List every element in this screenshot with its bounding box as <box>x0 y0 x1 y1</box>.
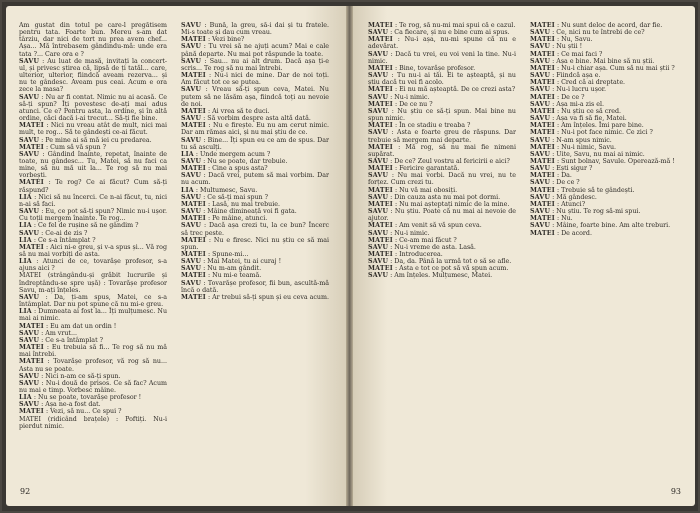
text-paragraph: SAVU : Ca fiecare, și nu e bine cum ai spus. <box>368 29 510 37</box>
text-paragraph: SAVU : Nu-i nimic. <box>368 229 430 237</box>
text-paragraph: SAVU : Asta e foarte greu de răspuns. Dar trebuie să mergem mai departe. <box>368 129 516 144</box>
text-paragraph: LIA : Ce fel de rușine să ne gândim ? <box>19 222 139 230</box>
speaker-name: MATEI <box>530 186 555 194</box>
text-paragraph: LIA : Dumneata ai fost la... Îți mulțumesc. Nu mai ai nimic. <box>19 308 167 323</box>
text-paragraph: MATEI : Tovarășe profesor, vă rog să nu... Asta nu se poate. <box>19 358 167 373</box>
text-paragraph: SAVU : N-am spus nimic. <box>530 136 612 144</box>
text-paragraph: MATEI : Eu am dat un ordin ! <box>19 322 117 330</box>
speaker-name: MATEI <box>368 122 393 130</box>
speaker-name: MATEI <box>368 165 393 173</box>
speaker-name: SAVU <box>530 43 551 51</box>
text-paragraph: SAVU : Da, ți-am spus, Matei, ce s-a întâmplat. Dar nu pot spune că nu mi-e greu. <box>19 293 167 309</box>
text-paragraph: MATEI : Ei nu mă așteaptă. De ce crezi asta? <box>368 86 516 94</box>
speaker-name: SAVU <box>181 222 202 230</box>
text-paragraph: MATEI : Ai vrea să te duci. <box>181 107 270 115</box>
speaker-name: SAVU <box>181 22 202 29</box>
open-book <box>2 2 698 511</box>
text-paragraph: SAVU : Nu m-am gândit. <box>181 265 262 273</box>
speaker-name: SAVU <box>181 157 202 165</box>
text-paragraph: SAVU : Tu vrei să ne ajuți acum? Mai e cale până departe. Nu mai pot răspunde la toate. <box>181 43 329 58</box>
speaker-name: MATEI <box>368 22 393 29</box>
text-paragraph: MATEI : Ce mai faci ? <box>530 50 603 58</box>
speaker-name: SAVU <box>368 29 389 37</box>
text-paragraph: MATEI : Nu-i nici de mine. Dar de noi toți. Am făcut tot ce se putea. <box>181 72 329 87</box>
text-paragraph: MATEI : Atunci? <box>530 200 586 208</box>
text-paragraph: SAVU : De ce? Zeul vostru al fericirii e aici? <box>368 157 510 165</box>
speaker-name: SAVU <box>19 150 40 158</box>
text-paragraph: SAVU : Dacă așa crezi tu, la ce bun? Încerc să trec peste. <box>181 222 329 237</box>
left-page <box>6 6 346 506</box>
text-paragraph: MATEI : Am venit să vă spun ceva. <box>368 222 482 230</box>
speaker-name: SAVU <box>530 208 551 216</box>
text-paragraph: SAVU : Nu știi ! <box>530 43 583 51</box>
text-paragraph: MATEI : Introducerea. <box>368 251 443 258</box>
text-paragraph: SAVU : Ești sigur ? <box>530 165 593 173</box>
text-paragraph: MATEI : Nu e firesc. Nici nu știu ce să mai spun. <box>181 236 329 251</box>
text-paragraph: SAVU : Din cauza asta nu mai pot dormi. <box>368 193 501 201</box>
speaker-name: SAVU <box>368 193 389 201</box>
speaker-name: SAVU <box>181 86 202 94</box>
text-paragraph: MATEI : Aici ni-e greu, și v-a spus și... Vă rog să nu mai vorbiți de asta. <box>19 243 167 258</box>
text-paragraph: MATEI : Cine a spus asta? <box>181 165 268 173</box>
speaker-name: SAVU <box>19 57 40 65</box>
speaker-name: SAVU <box>368 243 389 251</box>
speaker-name: LIA <box>19 258 32 266</box>
speaker-name: MATEI <box>368 100 393 108</box>
speaker-name: SAVU <box>19 372 40 380</box>
text-paragraph: SAVU : Am vrut... <box>19 329 77 337</box>
right-page <box>353 6 695 506</box>
text-paragraph: SAVU : Mâine dimineață voi fi gata. <box>181 208 297 216</box>
speaker-name: SAVU <box>19 379 40 387</box>
right-column-2 <box>530 22 678 470</box>
text-paragraph: MATEI : În ce stadiu e treaba ? <box>368 122 471 130</box>
text-paragraph: SAVU : Nu mai vorbi. Dacă nu vrei, nu te forțez. Cum crezi tu. <box>368 172 516 187</box>
text-paragraph: MATEI (strângându-și grăbit lucrurile și îndreptându-se spre ușă) : Tovarășe profesor Savu, m-ați înțeles. <box>19 272 167 294</box>
speaker-name: MATEI <box>181 236 206 244</box>
speaker-name: SAVU <box>368 157 389 165</box>
right-column-1 <box>368 22 516 470</box>
speaker-name: LIA <box>19 308 32 316</box>
speaker-name: SAVU <box>530 193 551 201</box>
speaker-name: MATEI <box>181 165 206 173</box>
speaker-name: SAVU <box>181 208 202 216</box>
speaker-name: LIA <box>181 150 194 158</box>
speaker-name: LIA <box>19 193 32 201</box>
text-paragraph: SAVU : Au luat de masă, invitați la concert-ul, și privesc știrea că, lipsă de ți tatăl... care, ulterior, ulterior, fiindcă aveam rezerva... și nu te gândesc. Aveam pus ceai. Acum e ora zece la masa? <box>19 57 167 94</box>
speaker-name: LIA <box>19 222 32 230</box>
speaker-name: MATEI <box>181 122 206 130</box>
speaker-name: MATEI <box>181 251 206 258</box>
speaker-name: LIA <box>19 236 32 244</box>
left-column-1 <box>19 22 167 470</box>
speaker-name: SAVU <box>368 107 389 115</box>
speaker-name: MATEI <box>19 143 44 151</box>
speaker-name: SAVU <box>368 229 389 237</box>
text-paragraph: SAVU : Nu știu ce să-ți spun. Mai bine nu spun nimic. <box>368 107 516 123</box>
speaker-name: MATEI <box>19 322 44 330</box>
speaker-name: MATEI <box>530 22 555 29</box>
text-paragraph: MATEI : Cred că ai dreptate. <box>530 79 626 87</box>
text-paragraph: MATEI : Nu-i nimic, Savu. <box>530 143 617 151</box>
speaker-name: SAVU <box>530 179 551 187</box>
text-paragraph: LIA : Nici să nu încerci. Ce n-ai făcut, tu, nici n-ai să faci. <box>19 193 167 208</box>
speaker-name: SAVU <box>19 329 40 337</box>
speaker-name: SAVU <box>530 100 551 108</box>
speaker-name: SAVU <box>368 93 389 101</box>
speaker-name: MATEI <box>19 408 44 416</box>
speaker-name: SAVU <box>368 258 389 266</box>
speaker-name: MATEI <box>181 72 206 80</box>
text-paragraph: MATEI : Nici nu vreau atât de mult, nici mai mult, te rog... Să te gândești ce-ai făcut. <box>19 122 167 137</box>
text-paragraph: SAVU : Eu, ce pot să-ți spun? Nimic nu-i ușor. Cu toții mergem înainte. Te rog... <box>19 208 167 223</box>
text-paragraph: MATEI : Te rog? Ce ai făcut? Cum să-ți răspund? <box>19 179 167 194</box>
speaker-name: MATEI <box>530 36 555 44</box>
speaker-name: SAVU <box>181 279 202 287</box>
speaker-name: SAVU <box>181 172 202 180</box>
text-paragraph: SAVU : Nu se poate, dar trebuie. <box>181 157 288 165</box>
speaker-name: SAVU <box>368 208 389 216</box>
speaker-name: SAVU <box>368 50 389 58</box>
text-paragraph: MATEI : Ar trebui să-ți spun și eu ceva acum. <box>181 293 329 301</box>
speaker-name: SAVU <box>530 165 551 173</box>
speaker-name: MATEI <box>368 36 393 44</box>
speaker-name: MATEI <box>368 64 393 72</box>
text-paragraph: MATEI : Nu. <box>530 215 573 223</box>
text-paragraph: MATEI : Eu trebuia să fi... Te rog să nu mă mai întrebi. <box>19 344 167 359</box>
speaker-name: MATEI <box>368 236 393 244</box>
speaker-name: SAVU <box>368 272 389 280</box>
text-paragraph: SAVU : Mă gândesc. <box>530 193 597 201</box>
text-paragraph: LIA : Nu se poate, tovarășe profesor ! <box>19 394 142 402</box>
speaker-name: SAVU <box>530 86 551 94</box>
text-paragraph: LIA : Multumesc, Savu. <box>181 186 258 194</box>
text-paragraph: MATEI : Nu vă mai obosiți. <box>368 186 458 194</box>
text-paragraph: SAVU : Nu-i lucru ușor. <box>530 86 607 94</box>
speaker-name: SAVU <box>368 72 389 80</box>
left-column-2 <box>181 22 329 470</box>
text-paragraph: MATEI : Spune-mi... <box>181 251 249 258</box>
speaker-name: SAVU <box>19 336 40 344</box>
text-paragraph: SAVU : Nici n-am ce să-ți spun. <box>19 372 121 380</box>
text-paragraph: SAVU : De ce ? <box>530 179 580 187</box>
text-paragraph: SAVU : Așa mi-a zis el. <box>530 100 604 108</box>
speaker-name: SAVU <box>530 29 551 37</box>
text-paragraph: MATEI : Sunt bolnav, Savule. Operează-mă ! <box>530 157 675 165</box>
text-paragraph: SAVU : Mâine, foarte bine. Am alte treburi. <box>530 222 671 230</box>
text-paragraph: SAVU : Nu-i nimic. <box>368 93 430 101</box>
text-paragraph: SAVU : Pe mine ai să mă iei cu predarea. <box>19 136 152 144</box>
speaker-name: MATEI <box>181 107 206 115</box>
speaker-name: SAVU <box>368 172 389 180</box>
page-number-left: 92 <box>20 487 31 496</box>
text-paragraph: SAVU : Ce, nici nu te întrebi de ce? <box>530 29 645 37</box>
speaker-name: MATEI <box>530 50 555 58</box>
text-paragraph: MATEI : Nu mai așteptați nimic de la mine. <box>368 200 510 208</box>
text-paragraph: SAVU : Nu știu. Poate că nu mai ai nevoie de ajutor. <box>368 208 516 223</box>
text-paragraph: SAVU : Am înțeles. Mulțumesc, Matei. <box>368 272 493 280</box>
speaker-name: SAVU <box>181 193 202 201</box>
speaker-name: SAVU <box>181 57 202 65</box>
speaker-name: SAVU <box>19 229 40 237</box>
speaker-name: LIA <box>19 394 32 402</box>
text-paragraph: SAVU : Nu ar fi contat. Nimic nu ai acasă. Ce să-ți spun? Îți povestesc de-ați mai adus atunci. Ce e? Pentru asta, la ordine, și în altă ordine, căci dacă i-ai trecut... Să-ți fie bine. <box>19 93 167 123</box>
text-paragraph: SAVU : Vreau să-ți spun ceva, Matei. Nu putem să ne lăsăm așa, fiindcă toți au nevoie de noi. <box>181 86 329 108</box>
text-paragraph: MATEI : Asta e tot ce pot să vă spun acum. <box>368 265 509 273</box>
text-paragraph: MATEI : Vezi, să nu... Ce spui ? <box>19 408 122 416</box>
speaker-name: MATEI <box>19 243 44 251</box>
text-paragraph: MATEI : Nu-i chiar așa. Cum să nu mai știi ? <box>530 64 675 72</box>
text-paragraph: MATEI : Nu-i pot face nimic. Ce zici ? <box>530 129 653 137</box>
text-paragraph: MATEI : Lasă, nu mai trebuie. <box>181 200 280 208</box>
text-paragraph: MATEI : Nu-i așa, nu-mi spune că nu e adevărat. <box>368 36 516 51</box>
text-paragraph: SAVU : Bună, la greu, să-i dai și tu fratele. Mi-s toate și dau cum vreau. <box>181 22 329 37</box>
speaker-name: SAVU <box>181 258 202 266</box>
text-paragraph: MATEI : De ce nu ? <box>368 100 433 108</box>
text-paragraph: SAVU : Nu-i vreme de asta. Lasă. <box>368 243 476 251</box>
text-paragraph: SAVU : Tovarășe profesor, fii bun, ascultă-mă încă o dată. <box>181 279 329 294</box>
text-paragraph: SAVU : Uite, Savu, nu mai ai nimic. <box>530 150 645 158</box>
text-paragraph: MATEI : Bine, tovarășe profesor. <box>368 64 476 72</box>
speaker-name: MATEI <box>368 143 393 151</box>
speaker-name: MATEI <box>368 200 393 208</box>
text-paragraph: MATEI : Fericire garantată. <box>368 165 460 173</box>
text-paragraph: SAVU : Fiindcă așa e. <box>530 72 601 80</box>
text-paragraph: SAVU : Bine... Îți spun eu ce am de spus. Dar tu să asculți. <box>181 136 329 151</box>
speaker-name: MATEI <box>19 344 44 352</box>
speaker-name: MATEI <box>181 293 206 301</box>
text-paragraph: Am gustat din totul pe care-l pregătisem pentru tata. Foarte bun. Mereu s-am dat târziu, dar nici de tort nu prea avem chef... Așa... Mă întrebasem gândindu-mă: unde era tata ?... Care ora e ? <box>19 22 167 58</box>
text-paragraph: SAVU : Dacă vrei, putem să mai vorbim. Dar nu acum. <box>181 172 329 187</box>
speaker-name: SAVU <box>530 150 551 158</box>
text-paragraph: MATEI (ridicând brațele) : Poftiți. Nu-i pierdut nimic. <box>19 415 167 430</box>
speaker-name: SAVU <box>19 401 40 409</box>
text-paragraph: SAVU : Să vorbim despre asta altă dată. <box>181 115 311 123</box>
text-paragraph: MATEI : Mă rog, să nu mai fie nimeni supărat. <box>368 143 516 158</box>
speaker-name: MATEI <box>530 157 555 165</box>
speaker-name: MATEI <box>530 215 555 223</box>
text-paragraph: SAVU : Gândind înainte, repetat, înainte de toate, nu gândesc... Tu, Matei, să nu faci ca mine, să nu mă uit la... Te rog să nu mai vorbești. <box>19 150 167 180</box>
speaker-name: MATEI <box>181 272 206 280</box>
text-paragraph: MATEI : Da. <box>530 172 572 180</box>
text-paragraph: MATEI : Nu mi-e teamă. <box>181 272 262 280</box>
speaker-name: MATEI <box>368 222 393 230</box>
text-paragraph: MATEI : Pe mâine, atunci. <box>181 215 268 223</box>
text-paragraph: MATEI : De acord. <box>530 229 592 237</box>
text-paragraph: SAVU : Ce să-ți mai spun ? <box>181 193 268 201</box>
text-paragraph: SAVU : Mai Matei, tu ai curaj ! <box>181 258 282 266</box>
text-paragraph: SAVU : Tu nu-i ai tăi. Ei te așteaptă, și nu știu dacă tu vei fi acolo. <box>368 72 516 87</box>
speaker-name: MATEI <box>368 186 393 194</box>
speaker-name: MATEI <box>530 64 555 72</box>
text-paragraph: MATEI : Nu e firește. Eu nu am cerut nimic. Dar am rămas aici, și nu mai știu de ce. <box>181 122 329 137</box>
speaker-name: LIA <box>181 186 194 194</box>
speaker-name: MATEI <box>530 129 555 137</box>
page-number-right: 93 <box>670 487 681 496</box>
speaker-name: MATEI <box>181 200 206 208</box>
speaker-name: SAVU <box>19 136 40 144</box>
text-paragraph: MATEI : Vezi bine? <box>181 36 245 44</box>
speaker-name: SAVU <box>19 208 40 216</box>
speaker-name: SAVU <box>530 72 551 80</box>
text-paragraph: SAVU : Așa ne-a fost dat. <box>19 401 101 409</box>
speaker-name: MATEI <box>19 179 44 187</box>
speaker-name: SAVU <box>530 115 551 123</box>
speaker-name: MATEI <box>530 107 555 115</box>
speaker-name: MATEI <box>530 229 555 237</box>
text-paragraph: LIA : Unde mergem acum ? <box>181 150 271 158</box>
text-paragraph: MATEI : Cum să vă spun ? <box>19 143 106 151</box>
speaker-name: MATEI <box>530 122 555 130</box>
text-paragraph: MATEI : Am înțeles. Îmi pare bine. <box>530 122 644 130</box>
text-paragraph: SAVU : Da, da. Până la urmă tot o să se afle. <box>368 258 512 266</box>
text-paragraph: MATEI : Ce-am mai făcut ? <box>368 236 457 244</box>
text-paragraph: LIA : Ce s-a întâmplat ? <box>19 236 96 244</box>
text-paragraph: SAVU : Așa va fi să fie, Matei. <box>530 115 627 123</box>
speaker-name: SAVU <box>181 265 202 273</box>
text-paragraph: MATEI : De ce ? <box>530 93 585 101</box>
text-paragraph: MATEI : Trebuie să te gândești. <box>530 186 635 194</box>
speaker-name: MATEI <box>368 251 393 258</box>
speaker-name: MATEI <box>19 358 44 366</box>
speaker-name: SAVU <box>530 222 551 230</box>
speaker-name: MATEI <box>530 172 555 180</box>
speaker-name: SAVU <box>368 129 389 137</box>
speaker-name: SAVU <box>530 136 551 144</box>
speaker-name: MATEI <box>530 200 555 208</box>
text-paragraph: SAVU : Așa e bine. Mai bine să nu știi. <box>530 57 655 65</box>
text-paragraph: SAVU : Ce s-a întâmplat ? <box>19 336 103 344</box>
text-paragraph: SAVU : Dacă tu vrei, eu voi veni la tine. Nu-i nimic. <box>368 50 516 65</box>
speaker-name: SAVU <box>181 115 202 123</box>
text-paragraph: MATEI : Nu sunt deloc de acord, dar fie. <box>530 22 663 29</box>
speaker-name: MATEI <box>19 122 44 130</box>
text-paragraph: SAVU : Sau... nu ai alt drum. Dacă așa ți-e scris... Te rog să nu mai întrebi. <box>181 57 329 72</box>
text-paragraph: SAVU : Nu-i două de prisos. Ce să fac? Acum nu mai e timp. Vorbesc mâine. <box>19 379 167 394</box>
speaker-name: MATEI <box>368 86 393 94</box>
speaker-name: SAVU <box>19 293 40 301</box>
speaker-name: SAVU <box>181 136 202 144</box>
text-paragraph: LIA : Atunci de ce, tovarășe profesor, s-a ajuns aici ? <box>19 258 167 273</box>
speaker-name: MATEI <box>530 93 555 101</box>
text-paragraph: SAVU : Ce-ai de zis ? <box>19 229 88 237</box>
speaker-name: SAVU <box>530 57 551 65</box>
speaker-name: MATEI <box>368 265 393 273</box>
text-paragraph: MATEI : Te rog, să nu-mi mai spui că e cazul. <box>368 22 516 29</box>
text-paragraph: SAVU : Nu știu. Te rog să-mi spui. <box>530 208 641 216</box>
text-paragraph: MATEI : Nu, Savu. <box>530 36 593 44</box>
speaker-name: SAVU <box>19 93 40 101</box>
speaker-name: MATEI <box>181 36 206 44</box>
text-paragraph: MATEI : Nu știu ce să cred. <box>530 107 622 115</box>
speaker-name: MATEI <box>530 79 555 87</box>
speaker-name: SAVU <box>181 43 202 51</box>
speaker-name: MATEI <box>181 215 206 223</box>
book-gutter <box>346 6 353 506</box>
speaker-name: MATEI <box>530 143 555 151</box>
